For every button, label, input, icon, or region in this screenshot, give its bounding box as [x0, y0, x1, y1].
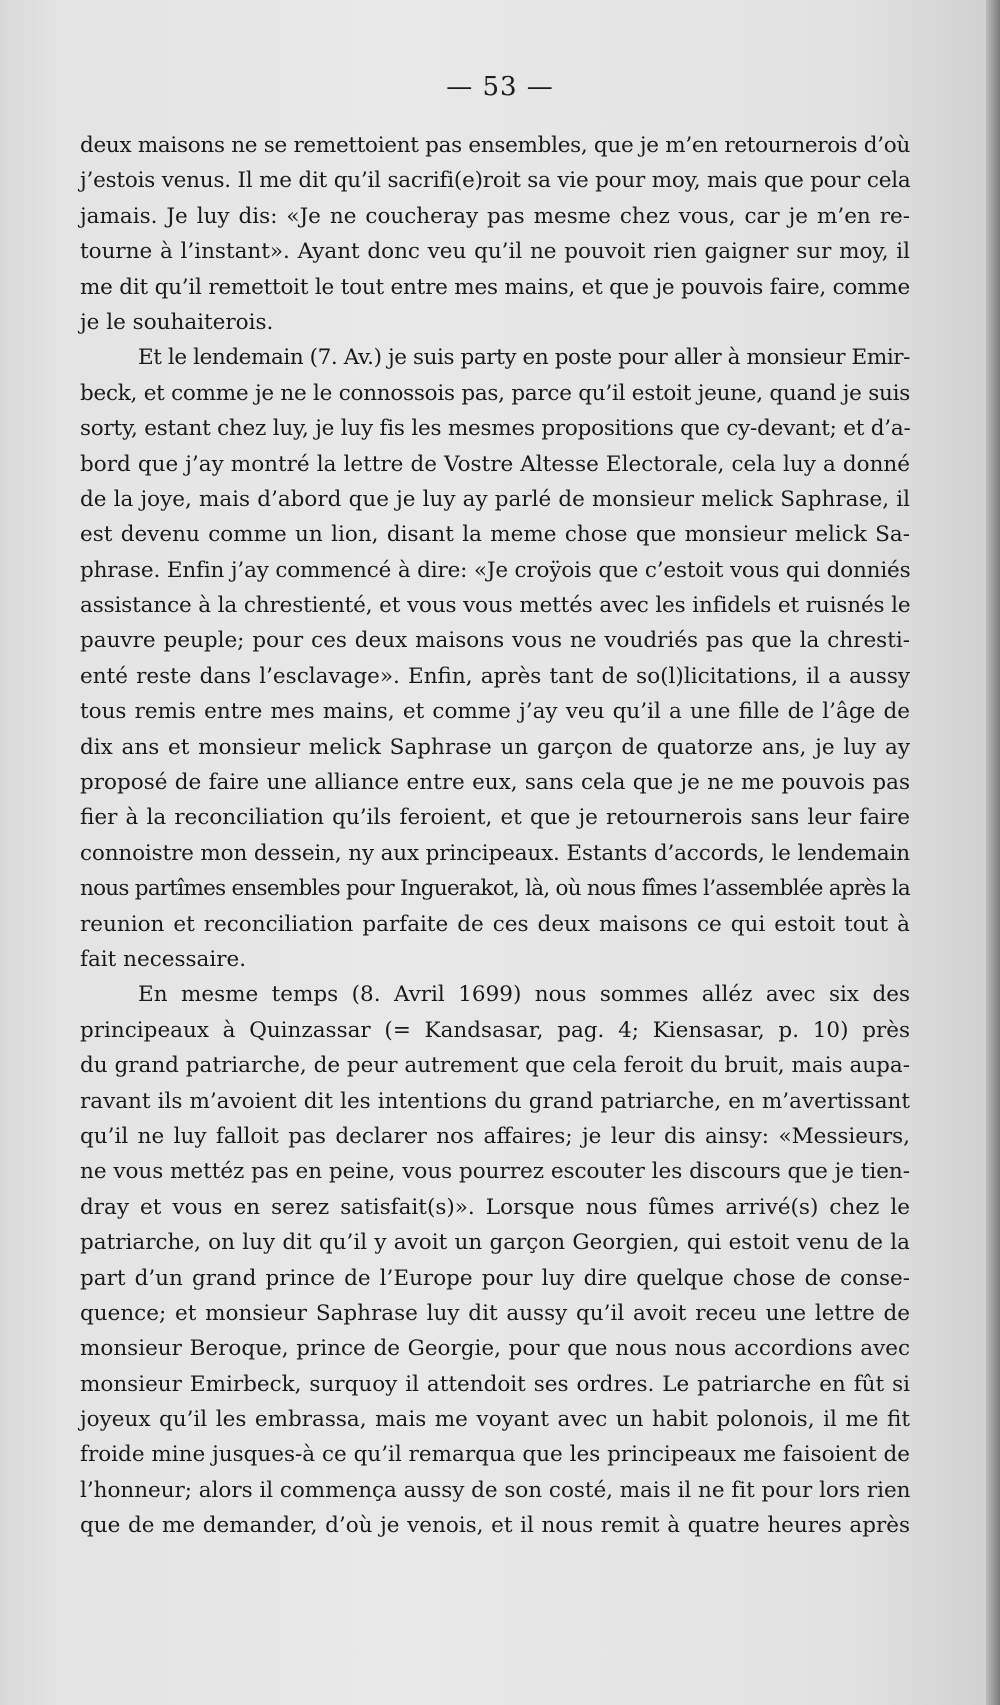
text-line: proposé de faire une alliance entre eux, sans cela que je ne me pouvois pas — [80, 770, 910, 796]
page-edge-shadow — [986, 0, 1000, 1705]
text-line: beck, et comme je ne le connossois pas, parce qu’il estoit jeune, quand je suis — [80, 380, 910, 406]
text-line: ne vous mettéz pas en peine, vous pourrez escouter les discours que je tien- — [80, 1159, 910, 1185]
text-line: fier à la reconciliation qu’ils feroient, et que je retournerois sans leur faire — [80, 805, 910, 831]
page-number: — 53 — — [446, 72, 554, 102]
text-line: l’honneur; alors il commença aussy de son costé, mais il ne fit pour lors rien — [80, 1477, 911, 1503]
text-line: dix ans et monsieur melick Saphrase un garçon de quatorze ans, je luy ay — [80, 734, 910, 760]
text-line: part d’un grand prince de l’Europe pour luy dire quelque chose de conse- — [80, 1265, 910, 1291]
text-line: dray et vous en serez satisfait(s)». Lorsque nous fûmes arrivé(s) chez le — [80, 1194, 910, 1220]
text-line: bord que j’ay montré la lettre de Vostre Altesse Electorale, cela luy a donné — [80, 451, 910, 477]
text-line: me dit qu’il remettoit le tout entre mes mains, et que je pouvois faire, comme — [80, 274, 910, 300]
text-line: ravant ils m’avoient dit les intentions du grand patriarche, en m’avertissant — [80, 1088, 910, 1114]
text-line: que de me demander, d’où je venois, et il nous remit à quatre heures après — [80, 1513, 910, 1539]
text-line: nous partîmes ensembles pour Inguerakot, là, où nous fîmes l’assemblée après la — [80, 876, 910, 902]
text-line: reunion et reconciliation parfaite de ces deux maisons ce qui estoit tout à — [80, 911, 910, 937]
body-text — [80, 128, 910, 1544]
text-line: sorty, estant chez luy, je luy fis les mesmes propositions que cy-devant; et d’a- — [80, 416, 911, 442]
text-line: qu’il ne luy falloit pas declarer nos affaires; je leur dis ainsy: «Messieurs, — [80, 1123, 910, 1149]
text-line: monsieur Beroque, prince de Georgie, pour que nous nous accordions avec — [80, 1336, 910, 1362]
text-line: je le souhaiterois. — [80, 309, 274, 335]
text-line: Et le lendemain (7. Av.) je suis party en poste pour aller à monsieur Emir- — [138, 345, 910, 371]
text-line: du grand patriarche, de peur autrement que cela feroit du bruit, mais aupa- — [80, 1053, 910, 1079]
text-line: j’estois venus. Il me dit qu’il sacrifi(e)roit sa vie pour moy, mais que pour cela — [80, 168, 911, 194]
text-line: jamais. Je luy dis: «Je ne coucheray pas mesme chez vous, car je m’en re- — [80, 203, 910, 229]
text-line: froide mine jusques-à ce qu’il remarqua que les principeaux me faisoient de — [80, 1442, 910, 1468]
text-line: connoistre mon dessein, ny aux principeaux. Estants d’accords, le lendemain — [80, 840, 910, 866]
text-line: assistance à la chrestienté, et vous vous mettés avec les infidels et ruisnés le — [80, 593, 911, 619]
text-line: pauvre peuple; pour ces deux maisons vous ne voudriés pas que la chresti- — [80, 628, 910, 654]
text-line: quence; et monsieur Saphrase luy dit aussy qu’il avoit receu une lettre de — [80, 1300, 910, 1326]
text-line: phrase. Enfin j’ay commencé à dire: «Je croÿois que c’estoit vous qui donniés — [80, 557, 911, 583]
text-line: fait necessaire. — [80, 946, 247, 972]
text-line: monsieur Emirbeck, surquoy il attendoit ses ordres. Le patriarche en fût si — [80, 1371, 910, 1397]
text-line: En mesme temps (8. Avril 1699) nous sommes alléz avec six des — [138, 982, 910, 1008]
text-line: joyeux qu’il les embrassa, mais me voyant avec un habit polonois, il me fit — [80, 1407, 910, 1433]
text-line: de la joye, mais d’abord que je luy ay parlé de monsieur melick Saphrase, il — [80, 486, 910, 512]
text-line: patriarche, on luy dit qu’il y avoit un garçon Georgien, qui estoit venu de la — [80, 1230, 910, 1256]
text-line: est devenu comme un lion, disant la meme chose que monsieur melick Sa- — [80, 522, 910, 548]
text-line: principeaux à Quinzassar (= Kandsasar, pag. 4; Kiensasar, p. 10) près — [80, 1017, 910, 1043]
text-line: enté reste dans l’esclavage». Enfin, après tant de so(l)licitations, il a aussy — [80, 663, 910, 689]
text-line: tous remis entre mes mains, et comme j’ay veu qu’il a une fille de l’âge de — [80, 699, 910, 725]
text-line: tourne à l’instant». Ayant donc veu qu’il ne pouvoit rien gaigner sur moy, il — [80, 239, 910, 265]
text-line: deux maisons ne se remettoient pas ensembles, que je m’en retournerois d’où — [80, 133, 910, 158]
